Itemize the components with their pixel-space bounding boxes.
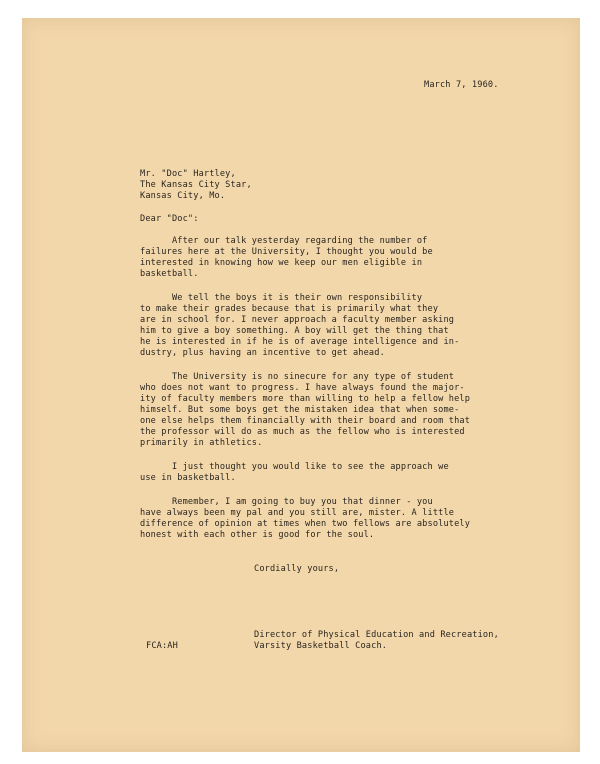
- signature-title-coach: Varsity Basketball Coach.: [254, 641, 388, 651]
- paragraph-3-line: ity of faculty members more than willing to help a fellow help: [140, 394, 471, 404]
- paragraph-2-line: he is interested in if he is of average intelligence and in-: [140, 337, 460, 347]
- paragraph-2-line: to make their grades because that is primarily what they: [140, 304, 439, 314]
- paragraph-3-line: primarily in athletics.: [140, 438, 263, 448]
- recipient-organization: The Kansas City Star,: [140, 180, 252, 190]
- paragraph-5-line: honest with each other is good for the soul.: [140, 530, 375, 540]
- paragraph-1-line: interested in knowing how we keep our men eligible in: [140, 258, 423, 268]
- recipient-name: Mr. "Doc" Hartley,: [140, 169, 236, 179]
- paragraph-2-line: dustry, plus having an incentive to get ahead.: [140, 348, 385, 358]
- paragraph-3-line: who does not want to progress. I have always found the major-: [140, 383, 465, 393]
- paragraph-1-line: basketball.: [140, 269, 199, 279]
- paragraph-2-line: are in school for. I never approach a faculty member asking: [140, 315, 455, 325]
- paragraph-3-line: himself. But some boys get the mistaken idea that when some-: [140, 405, 460, 415]
- paragraph-3-line: the professor will do as much as the fellow who is interested: [140, 427, 465, 437]
- paragraph-2-line: him to give a boy something. A boy will get the thing that: [140, 326, 449, 336]
- paragraph-1-line: After our talk yesterday regarding the number of: [140, 236, 428, 246]
- reference-initials: FCA:AH: [146, 641, 178, 651]
- closing: Cordially yours,: [254, 564, 340, 574]
- salutation: Dear "Doc":: [140, 214, 199, 224]
- paragraph-3-line: The University is no sinecure for any type of student: [140, 372, 455, 382]
- letter-date: March 7, 1960.: [424, 80, 499, 90]
- paragraph-5-line: have always been my pal and you still are, mister. A little: [140, 508, 455, 518]
- paragraph-5-line: Remember, I am going to buy you that dinner - you: [140, 497, 433, 507]
- paragraph-5-line: difference of opinion at times when two fellows are absolutely: [140, 519, 471, 529]
- recipient-city: Kansas City, Mo.: [140, 191, 226, 201]
- paragraph-2-line: We tell the boys it is their own responsibility: [140, 293, 423, 303]
- paragraph-4-line: use in basketball.: [140, 473, 236, 483]
- signature-title-director: Director of Physical Education and Recreation,: [254, 630, 499, 640]
- paragraph-3-line: one else helps them financially with their board and room that: [140, 416, 471, 426]
- paragraph-4-line: I just thought you would like to see the approach we: [140, 462, 449, 472]
- paragraph-1-line: failures here at the University, I thought you would be: [140, 247, 433, 257]
- letter-sheet: [22, 18, 580, 752]
